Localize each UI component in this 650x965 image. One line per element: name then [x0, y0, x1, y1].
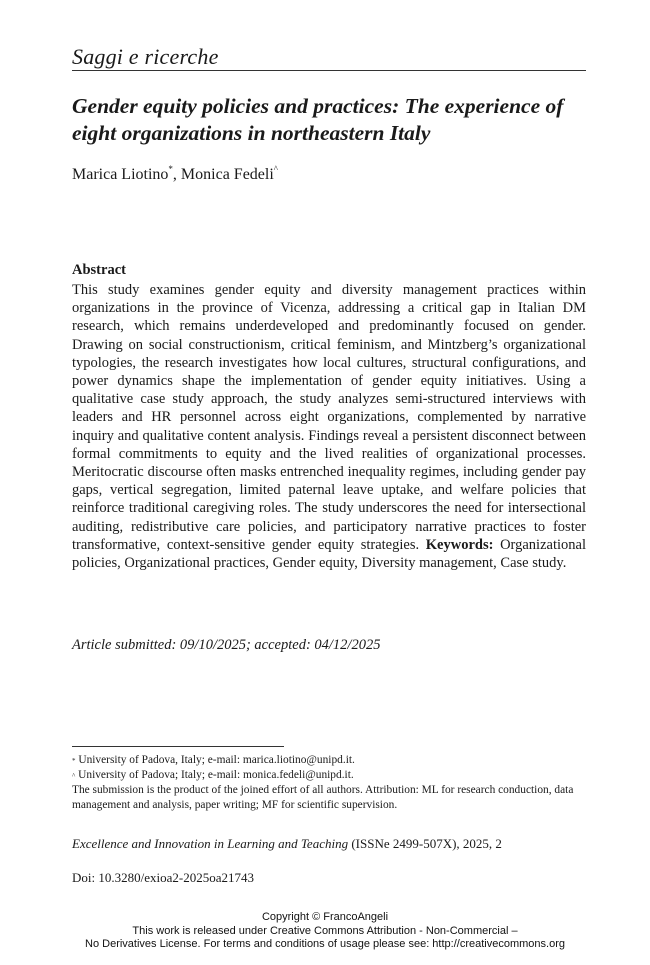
article-title: Gender equity policies and practices: The experience of eight organizations in northeastern Italy — [72, 94, 564, 145]
author-name: Marica Liotino — [72, 166, 169, 183]
footnote-affiliation — [72, 768, 586, 783]
footnotes — [72, 753, 586, 813]
journal-name: Excellence and Innovation in Learning and Teaching — [72, 836, 349, 851]
license-line: This work is released under Creative Commons Attribution - Non-Commercial – — [132, 924, 518, 937]
footnote-mark: * — [72, 757, 76, 765]
author-line — [72, 166, 278, 184]
copyright-line: Copyright © FrancoAngeli — [261, 911, 389, 923]
keywords-label: Keywords: — [425, 536, 494, 553]
author-affiliation-mark: ^ — [273, 164, 279, 174]
section-divider — [72, 70, 586, 71]
footnote-attribution: The submission is the product of the joined effort of all authors. Attribution: ML for research conduction, data management and analysis, paper writing; MF for scientific supervision. — [72, 784, 574, 811]
footnote-affiliation — [72, 753, 586, 768]
abstract-heading: Abstract — [72, 262, 126, 278]
footnote-text: University of Padova, Italy; e-mail: marica.liotino@unipd.it. — [75, 754, 355, 766]
footnote-text: University of Padova; Italy; e-mail: monica.fedeli@unipd.it. — [75, 769, 354, 781]
keywords-text: Organizational policies, Organizational practices, Gender equity, Diversity management, Case study. — [72, 536, 586, 572]
journal-issn: (ISSNe 2499-507X), 2025, 2 — [348, 836, 502, 851]
section-label: Saggi e ricerche — [72, 44, 219, 69]
footnote-mark: ^ — [72, 772, 76, 780]
abstract-body — [72, 281, 586, 572]
copyright-notice — [0, 911, 650, 952]
footnote-divider — [72, 746, 284, 747]
license-line: No Derivatives License. For terms and conditions of usage please see: http://creativecommons.org — [85, 938, 565, 950]
journal-citation — [72, 836, 502, 852]
abstract-text: This study examines gender equity and diversity management practices within organizations in the province of Vicenza, addressing a critical gap in Italian DM research, which remains underdeveloped and predominantly focused on gender. Drawing on social constructionism, critical feminism, and Mintzberg’s organizational typologies, the research investigates how local cultures, structural configurations, and power dynamics shape the implementation of gender equity initiatives. Using a qualitative case study approach, the study analyzes semi-structured interviews with leaders and HR personnel across eight organizations, complemented by narrative inquiry and qualitative content analysis. Findings reveal a persistent disconnect between formal commitments to equity and the lived realities of organizational processes. Meritocratic discourse often masks entrenched inequality regimes, including gender pay gaps, vertical segregation, limited paternal leave uptake, and welfare policies that reinforce traditional caregiving roles. The study underscores the need for intersectional auditing, redistributive care policies, and participatory narrative practices to foster transformative, context-sensitive gender equity strategies. — [72, 282, 586, 553]
author-name: Monica Fedeli — [180, 166, 274, 183]
doi: Doi: 10.3280/exioa2-2025oa21743 — [72, 870, 254, 885]
author-affiliation-mark: * — [168, 164, 173, 174]
author-separator: , — [172, 166, 181, 183]
submission-dates: Article submitted: 09/10/2025; accepted: 04/12/2025 — [72, 637, 381, 653]
